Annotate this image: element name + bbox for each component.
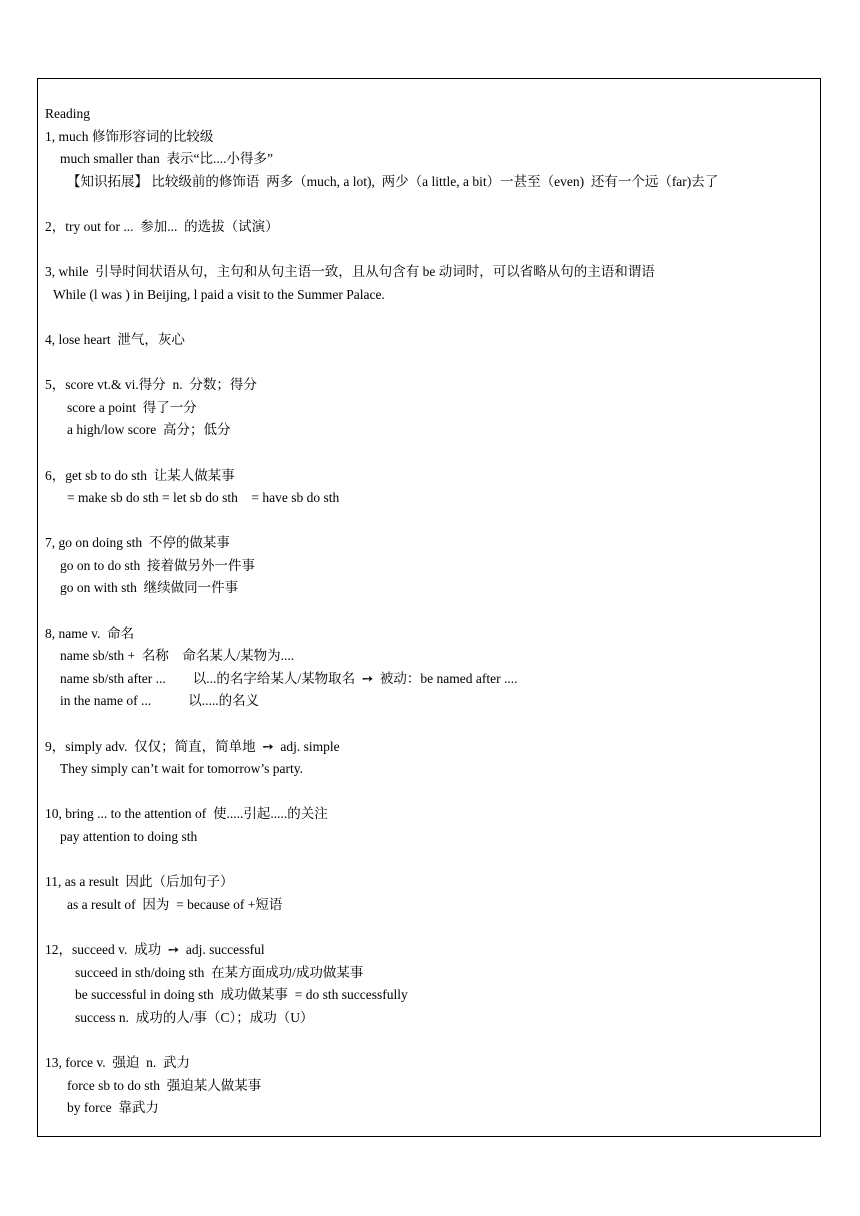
item-7-line-3: go on with sth 继续做同一件事 <box>60 580 239 596</box>
spacer <box>45 916 815 939</box>
spacer <box>45 352 815 375</box>
spacer <box>45 193 815 216</box>
item-9-example: They simply can’t wait for tomorrow’s party. <box>60 761 303 777</box>
spacer <box>45 1029 815 1052</box>
item-6-line-2: = make sb do sth = let sb do sth = have sb do sth <box>67 490 340 506</box>
item-1-extension: 【知识拓展】 比较级前的修饰语 两多（much, a lot), 两少（a little, a bit）一甚至（even) 还有一个远（far)去了 <box>67 173 719 189</box>
item-1-title: 1, much 修饰形容词的比较级 <box>45 128 214 144</box>
item-10-line-2: pay attention to doing sth <box>60 829 198 844</box>
item-3-example: While (l was ) in Beijing, l paid a visit to the Summer Palace. <box>53 286 385 302</box>
item-8-line-4: in the name of ... 以.....的名义 <box>60 693 260 709</box>
item-8-line-2: name sb/sth + 名称 命名某人/某物为.... <box>60 648 295 664</box>
item-10-title: 10, bring ... to the attention of 使.....引起.....的关注 <box>45 806 328 822</box>
spacer <box>45 510 815 533</box>
spacer <box>45 781 815 804</box>
document-heading: Reading <box>45 106 90 121</box>
spacer <box>45 306 815 329</box>
item-11-line-2: as a result of 因为 = because of +短语 <box>67 896 283 912</box>
item-5-title: 5，score vt.& vi.得分 n. 分数；得分 <box>45 377 257 393</box>
item-7-line-2: go on to do sth 接着做另外一件事 <box>60 557 256 573</box>
spacer <box>45 713 815 736</box>
item-5-line-2: score a point 得了一分 <box>67 399 197 415</box>
item-13-line-3: by force 靠武力 <box>67 1100 159 1116</box>
item-4-title: 4, lose heart 泄气，灰心 <box>45 331 185 347</box>
spacer <box>45 849 815 872</box>
item-1-example: much smaller than 表示“比....小得多” <box>60 151 273 167</box>
spacer <box>45 442 815 465</box>
document-content <box>45 103 815 1120</box>
item-13-line-2: force sb to do sth 强迫某人做某事 <box>67 1077 262 1093</box>
item-12-line-2: succeed in sth/doing sth 在某方面成功/成功做某事 <box>75 964 364 980</box>
item-11-title: 11, as a result 因此（后加句子） <box>45 874 234 890</box>
item-12-line-4: success n. 成功的人/事（C）；成功（U） <box>75 1009 314 1025</box>
item-8-line-3: name sb/sth after ... 以...的名字给某人/某物取名 ➙ 被动：be named after .... <box>60 670 518 686</box>
item-2-title: 2，try out for ... 参加... 的选拔（试演） <box>45 218 279 234</box>
item-7-title: 7, go on doing sth 不停的做某事 <box>45 535 230 551</box>
item-5-line-3: a high/low score 高分；低分 <box>67 422 231 438</box>
item-9-title: 9，simply adv. 仅仅；简直，简单地 ➙ adj. simple <box>45 738 340 754</box>
spacer <box>45 239 815 262</box>
item-6-title: 6，get sb to do sth 让某人做某事 <box>45 467 235 483</box>
item-12-line-3: be successful in doing sth 成功做某事 = do sth successfully <box>75 987 408 1003</box>
item-8-title: 8, name v. 命名 <box>45 625 135 641</box>
item-13-title: 13, force v. 强迫 n. 武力 <box>45 1054 190 1070</box>
item-12-title: 12，succeed v. 成功 ➙ adj. successful <box>45 941 265 957</box>
spacer <box>45 600 815 623</box>
item-3-title: 3, while 引导时间状语从句，主句和从句主语一致，且从句含有 be 动词时，可以省略从句的主语和谓语 <box>45 264 655 280</box>
